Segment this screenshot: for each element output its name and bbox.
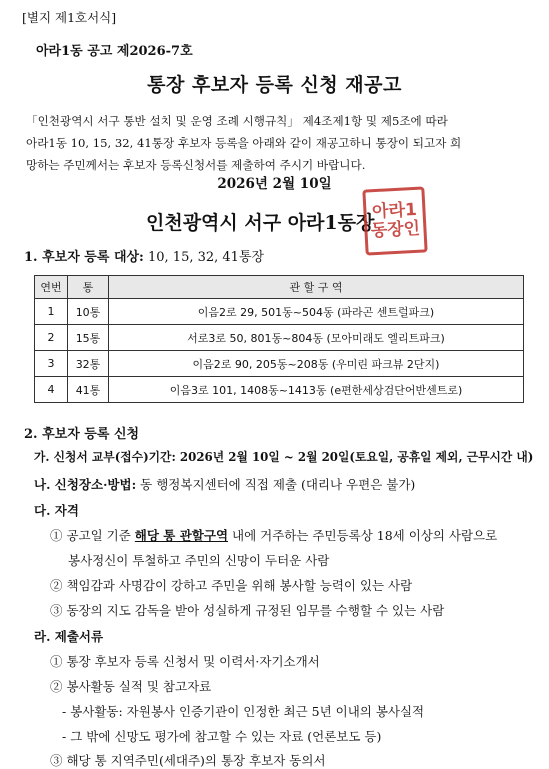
section-2-heading: 2. 후보자 등록 신청 — [24, 427, 140, 442]
seal-text: 아라1 — [371, 199, 418, 223]
qual-1-underlined: 해당 통 관할구역 — [134, 528, 229, 543]
intro-paragraph — [26, 110, 461, 176]
notice-date: 2026년 2월 10일 — [217, 176, 332, 192]
cell-area: 이음2로 90, 205동~208동 (우미린 파크뷰 2단지) — [109, 351, 524, 377]
document-item-2a: - 봉사활동: 자원봉사 인증기관이 인정한 최근 5년 이내의 봉사실적 — [62, 704, 425, 719]
header-cell-area: 관 할 구 역 — [109, 276, 524, 299]
cell-no: 4 — [35, 377, 68, 403]
cell-tong: 32통 — [68, 351, 109, 377]
qualification-heading: 다. 자격 — [34, 503, 79, 518]
table-header-row — [35, 276, 524, 299]
table-row — [35, 351, 524, 377]
qualification-item-3: ③ 동장의 지도 감독을 받아 성실하게 규정된 임무를 수행할 수 있는 사람 — [50, 603, 445, 618]
cell-tong: 41통 — [68, 377, 109, 403]
intro-line: 「인천광역시 서구 통반 설치 및 운영 조례 시행규칙」 제4조제1항 및 제5조에 따라 — [26, 114, 448, 128]
notice-number: 아라1동 공고 제2026-7호 — [36, 44, 193, 59]
intro-line: 망하는 주민께서는 후보자 등록신청서를 제출하여 주시기 바랍니다. — [26, 158, 366, 172]
page-title: 통장 후보자 등록 신청 재공고 — [147, 74, 402, 96]
official-seal — [362, 186, 427, 255]
qualification-item-1-cont: 봉사정신이 투철하고 주민의 신망이 두터운 사람 — [68, 553, 330, 568]
document-item-3: ③ 해당 통 지역주민(세대주)의 통장 후보자 동의서 — [50, 753, 326, 768]
qual-1-pre: ① 공고일 기준 — [50, 528, 135, 543]
table-row — [35, 299, 524, 325]
application-method — [34, 475, 415, 493]
section-1-label: 1. 후보자 등록 대상: — [24, 250, 144, 265]
qualification-item-1 — [50, 526, 497, 544]
cell-area: 이음3로 101, 1408동~1413동 (e편한세상검단어반센트로) — [109, 377, 524, 403]
form-label: [별지 제1호서식] — [22, 10, 117, 25]
jurisdiction-table — [34, 275, 524, 403]
document-item-1: ① 통장 후보자 등록 신청서 및 이력서·자기소개서 — [50, 654, 320, 669]
qual-1-post: 내에 거주하는 주민등록상 18세 이상의 사람으로 — [228, 528, 498, 543]
cell-no: 3 — [35, 351, 68, 377]
application-period: 가. 신청서 교부(접수)기간: 2026년 2월 10일 ~ 2월 20일(토요일, 공휴일 제외, 근무시간 내) — [34, 450, 534, 464]
header-cell-no: 연번 — [35, 276, 68, 299]
method-label: 나. 신청장소·방법: — [34, 477, 137, 492]
section-1-target — [24, 246, 264, 265]
method-value: 동 행정복지센터에 직접 제출 (대리나 우편은 불가) — [136, 477, 416, 492]
table-row — [35, 377, 524, 403]
seal-text: 동장인 — [370, 218, 421, 242]
cell-no: 1 — [35, 299, 68, 325]
intro-line: 아라1동 10, 15, 32, 41통장 후보자 등록을 아래와 같이 재공고하니 통장이 되고자 희 — [26, 136, 462, 150]
document-item-2b: - 그 밖에 신망도 평가에 참고할 수 있는 자료 (언론보도 등) — [62, 729, 382, 744]
documents-heading: 라. 제출서류 — [34, 629, 104, 644]
cell-no: 2 — [35, 325, 68, 351]
cell-area: 서로3로 50, 801동~804동 (모아미래도 엘리트파크) — [109, 325, 524, 351]
qualification-item-2: ② 책임감과 사명감이 강하고 주민을 위해 봉사할 능력이 있는 사람 — [50, 578, 413, 593]
org-name: 인천광역시 서구 아라1동장 — [146, 212, 375, 234]
cell-tong: 10통 — [68, 299, 109, 325]
cell-area: 이음2로 29, 501동~504동 (파라곤 센트럴파크) — [109, 299, 524, 325]
document-item-2: ② 봉사활동 실적 및 참고자료 — [50, 679, 212, 694]
section-1-value: 10, 15, 32, 41통장 — [143, 250, 265, 265]
header-cell-tong: 통 — [68, 276, 109, 299]
cell-tong: 15통 — [68, 325, 109, 351]
table-row — [35, 325, 524, 351]
